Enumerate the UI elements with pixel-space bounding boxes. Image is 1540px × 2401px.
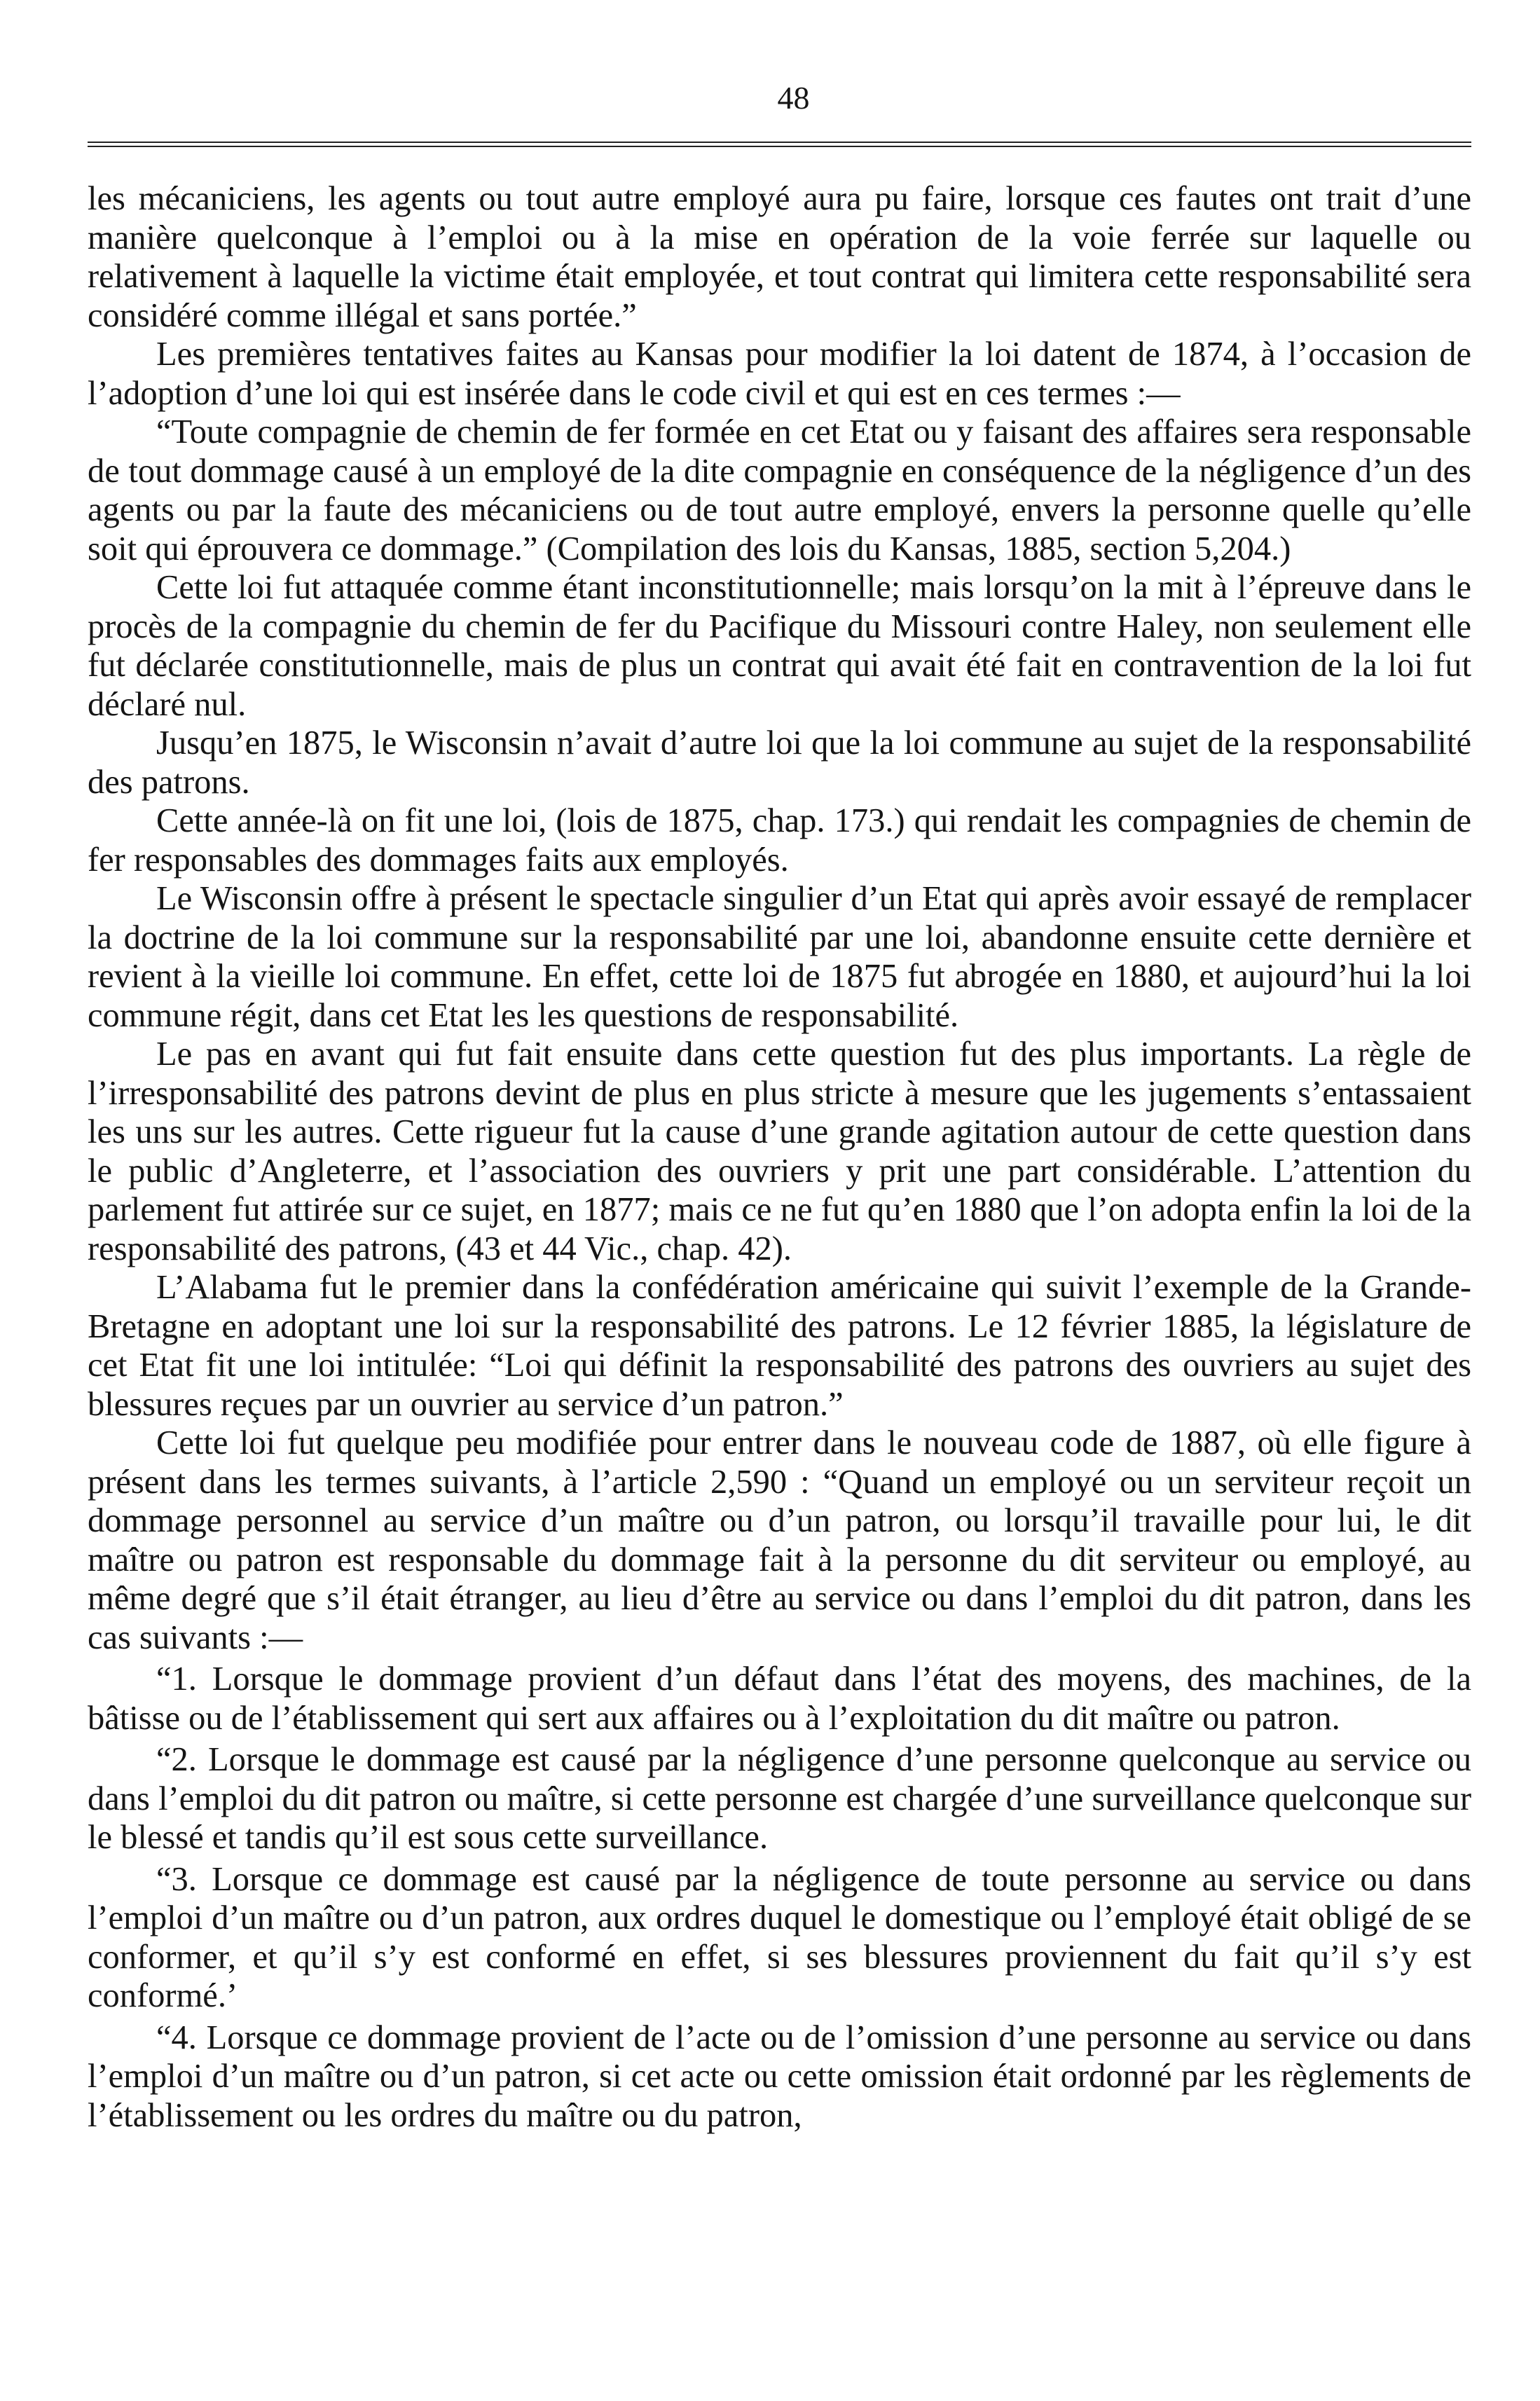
page-number: 48 bbox=[777, 80, 810, 116]
paragraph-5: Jusqu’en 1875, le Wisconsin n’avait d’autre loi que la loi commune au sujet de la responsabilité des patrons. bbox=[88, 724, 1471, 801]
paragraph-2: Les premières tentatives faites au Kansas pour modifier la loi datent de 1874, à l’occasion de l’adoption d’une loi qui est insérée dans le code civil et qui est en ces termes :— bbox=[88, 336, 1471, 412]
body-text bbox=[88, 179, 1471, 2135]
paragraph-1: les mécaniciens, les agents ou tout autre employé aura pu faire, lorsque ces fautes ont trait d’une manière quelconque à l’emploi ou à la mise en opération de la voie ferrée sur laquelle ou relativement à laquelle la victime était employée, et tout contrat qui limitera cette responsabilité sera considéré comme illégal et sans portée.” bbox=[88, 180, 1471, 334]
paragraph-7: Le Wisconsin offre à présent le spectacle singulier d’un Etat qui après avoir essayé de remplacer la doctrine de la loi commune sur la responsabilité par une loi, abandonne ensuite cette dernière et revient à la vieille loi commune. En effet, cette loi de 1875 fut abrogée en 1880, et aujourd’hui la loi commune régit, dans cet Etat les les questions de responsabilité. bbox=[88, 880, 1471, 1034]
paragraph-3: “Toute compagnie de chemin de fer formée en cet Etat ou y faisant des affaires sera responsable de tout dommage causé à un employé de la dite compagnie en conséquence de la négligence d’un des agents ou par la faute des mécaniciens ou de tout autre employé, envers la personne quelle qu’elle soit qui éprouvera ce dommage.” (Compilation des lois du Kansas, 1885, section 5,204.) bbox=[88, 413, 1471, 567]
paragraph-4: Cette loi fut attaquée comme étant inconstitutionnelle; mais lorsqu’on la mit à l’épreuve dans le procès de la compagnie du chemin de fer du Pacifique du Missouri contre Haley, non seulement elle fut déclarée constitutionnelle, mais de plus un contrat qui avait été fait en contravention de la loi fut déclaré nul. bbox=[88, 569, 1471, 723]
paragraph-6: Cette année-là on fit une loi, (lois de 1875, chap. 173.) qui rendait les compagnies de chemin de fer responsables des dommages faits aux employés. bbox=[88, 802, 1471, 879]
list-item-1: “1. Lorsque le dommage provient d’un défaut dans l’état des moyens, des machines, de la bâtisse ou de l’établissement qui sert aux affaires ou à l’exploitation du dit maître ou patron. bbox=[88, 1660, 1471, 1737]
header-rule bbox=[88, 142, 1471, 147]
document-page bbox=[88, 77, 1471, 2135]
list-item-2: “2. Lorsque le dommage est causé par la négligence d’une personne quelconque au service ou dans l’emploi du dit patron ou maître, si cette personne est chargée d’une surveillance quelconque sur le blessé et tandis qu’il est sous cette surveillance. bbox=[88, 1741, 1471, 1856]
list-item-4: “4. Lorsque ce dommage provient de l’acte ou de l’omission d’une personne au service ou dans l’emploi d’un maître ou d’un patron, si cet acte ou cette omission était ordonné par les règlements de l’établissement ou les ordres du maître ou du patron, bbox=[88, 2018, 1471, 2134]
list-item-3: “3. Lorsque ce dommage est causé par la négligence de toute personne au service ou dans l’emploi d’un maître ou d’un patron, aux ordres duquel le domestique ou l’employé était obligé de se conformer, et qu’il s’y est conformé en effet, si ses blessures proviennent du fait qu’il s’y est conformé.’ bbox=[88, 1860, 1471, 2014]
paragraph-9: L’Alabama fut le premier dans la confédération américaine qui suivit l’exemple de la Grande-Bretagne en adoptant une loi sur la responsabilité des patrons. Le 12 février 1885, la législature de cet Etat fit une loi intitulée: “Loi qui définit la responsabilité des patrons des ouvriers au sujet des blessures reçues par un ouvrier au service d’un patron.” bbox=[88, 1269, 1471, 1423]
paragraph-10: Cette loi fut quelque peu modifiée pour entrer dans le nouveau code de 1887, où elle figure à présent dans les termes suivants, à l’article 2,590 : “Quand un employé ou un serviteur reçoit un dommage personnel au service d’un maître ou d’un patron, ou lorsqu’il travaille pour lui, le dit maître ou patron est responsable du dommage fait à la personne du dit serviteur ou employé, au même degré que s’il était étranger, au lieu d’être au service ou dans l’emploi du dit patron, dans les cas suivants :— bbox=[88, 1424, 1471, 1656]
paragraph-8: Le pas en avant qui fut fait ensuite dans cette question fut des plus importants. La règle de l’irresponsabilité des patrons devint de plus en plus stricte à mesure que les jugements s’entassaient les uns sur les autres. Cette rigueur fut la cause d’une grande agitation autour de cette question dans le public d’Angleterre, et l’association des ouvriers y prit une part considérable. L’attention du parlement fut attirée sur ce sujet, en 1877; mais ce ne fut qu’en 1880 que l’on adopta enfin la loi de la responsabilité des patrons, (43 et 44 Vic., chap. 42). bbox=[88, 1036, 1471, 1267]
